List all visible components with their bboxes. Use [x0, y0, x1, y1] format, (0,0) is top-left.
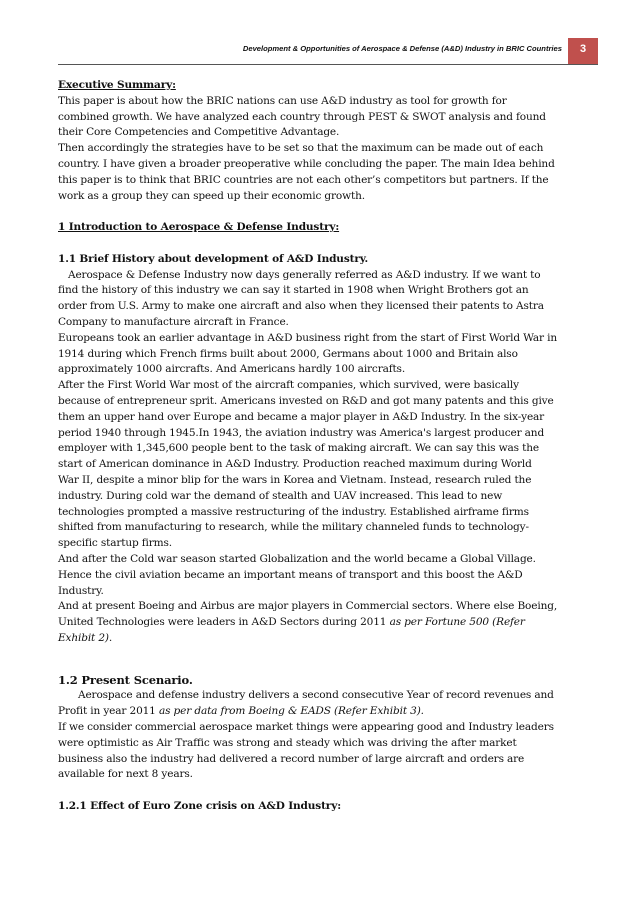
- paragraph-line: Exhibit 2).: [58, 631, 113, 644]
- paragraph-line: Europeans took an earlier advantage in A&D business right from the start of First World War in: [58, 331, 558, 344]
- executive-summary: [58, 78, 582, 204]
- paragraph-line: their Core Competencies and Competitive Advantage.: [58, 126, 340, 139]
- paragraph-line: And at present Boeing and Airbus are major players in Commercial sectors. Where else Boeing,: [58, 600, 558, 613]
- paragraph-line: period 1940 through 1945.In 1943, the aviation industry was America's largest producer and: [58, 426, 545, 439]
- paragraph-line: If we consider commercial aerospace market things were appearing good and Industry leaders: [58, 721, 554, 734]
- paragraph-line: find the history of this industry we can say it started in 1908 when Wright Brothers got an: [58, 284, 529, 297]
- executive-summary-heading: Executive Summary:: [58, 79, 176, 91]
- paragraph-line: And after the Cold war season started Globalization and the world became a Global Village.: [58, 552, 536, 565]
- paragraph-line: War II, despite a minor blip for the wars in Korea and Vietnam. Instead, research ruled the: [58, 473, 532, 486]
- page-header: [58, 38, 598, 65]
- paragraph-line: because of entrepreneur sprit. Americans invested on R&D and got many patents and this give: [58, 394, 554, 407]
- paragraph-line: them an upper hand over Europe and became a major player in A&D Industry. In the six-year: [58, 410, 545, 423]
- history-heading: 1.1 Brief History about development of A&D Industry.: [58, 252, 369, 265]
- euro-crisis-heading: 1.2.1 Effect of Euro Zone crisis on A&D Industry:: [58, 800, 341, 813]
- paragraph-line: Then accordingly the strategies have to be set so that the maximum can be made out of each: [58, 142, 544, 155]
- paragraph-line: 1914 during which French firms built about 2000, Germans about 1000 and Britain also: [58, 347, 518, 360]
- present-scenario-section: [58, 673, 582, 784]
- paragraph-line: United Technologies were leaders in A&D Sectors during 2011 as per Fortune 500 (Refer: [58, 616, 525, 629]
- paragraph-line: combined growth. We have analyzed each country through PEST & SWOT analysis and found: [58, 110, 546, 123]
- paragraph-line: employer with 1,345,600 people bent to the task of making aircraft. We can say this was the: [58, 442, 539, 455]
- paragraph-line: this paper is to think that BRIC countries are not each other’s competitors but partners. If the: [58, 173, 549, 186]
- paragraph-line: After the First World War most of the aircraft companies, which survived, were basically: [58, 379, 519, 392]
- paragraph-line: business also the industry had delivered a record number of large aircraft and orders are: [58, 752, 525, 765]
- paragraph-line: specific startup firms.: [58, 537, 172, 550]
- header-title: Development & Opportunities of Aerospace & Defense (A&D) Industry in BRIC Countries: [242, 44, 562, 53]
- history-section: [58, 252, 582, 647]
- paragraph-line: Hence the civil aviation became an important means of transport and this boost the A&D: [58, 568, 523, 581]
- paragraph-line: shifted from manufacturing to research, while the military channeled funds to technology-: [58, 521, 529, 534]
- paragraph-line: available for next 8 years.: [58, 768, 193, 781]
- paragraph-line: industry. During cold war the demand of stealth and UAV increased. This lead to new: [58, 489, 503, 502]
- paragraph-line: work as a group they can speed up their economic growth.: [58, 189, 365, 202]
- paragraph-line: This paper is about how the BRIC nations can use A&D industry as tool for growth for: [58, 94, 507, 107]
- paragraph-line: order from U.S. Army to make one aircraft and also when they licensed their patents to Astra: [58, 300, 544, 313]
- paragraph-line: Company to manufacture aircraft in France.: [58, 315, 289, 328]
- paragraph-line: Profit in year 2011 as per data from Boeing & EADS (Refer Exhibit 3).: [58, 705, 424, 718]
- document-body: [58, 78, 582, 815]
- paragraph-line: country. I have given a broader preoperative while concluding the paper. The main Idea behind: [58, 157, 555, 170]
- paragraph-line: start of American dominance in A&D Industry. Production reached maximum during World: [58, 458, 532, 471]
- paragraph-line: were optimistic as Air Traffic was strong and steady which was driving the after market: [58, 736, 517, 749]
- paragraph-line: approximately 1000 aircrafts. And Americans hardly 100 aircrafts.: [58, 363, 406, 376]
- intro-heading: 1 Introduction to Aerospace & Defense Industry:: [58, 221, 340, 234]
- paragraph-line: Industry.: [58, 584, 104, 597]
- paragraph-line: technologies prompted a massive restructuring of the industry. Established airframe firms: [58, 505, 529, 518]
- page-number: 3: [568, 38, 598, 64]
- present-scenario-heading: 1.2 Present Scenario.: [58, 672, 193, 687]
- paragraph-line: Aerospace & Defense Industry now days generally referred as A&D industry. If we want to: [68, 268, 541, 281]
- paragraph-line: Aerospace and defense industry delivers a second consecutive Year of record revenues and: [78, 689, 554, 702]
